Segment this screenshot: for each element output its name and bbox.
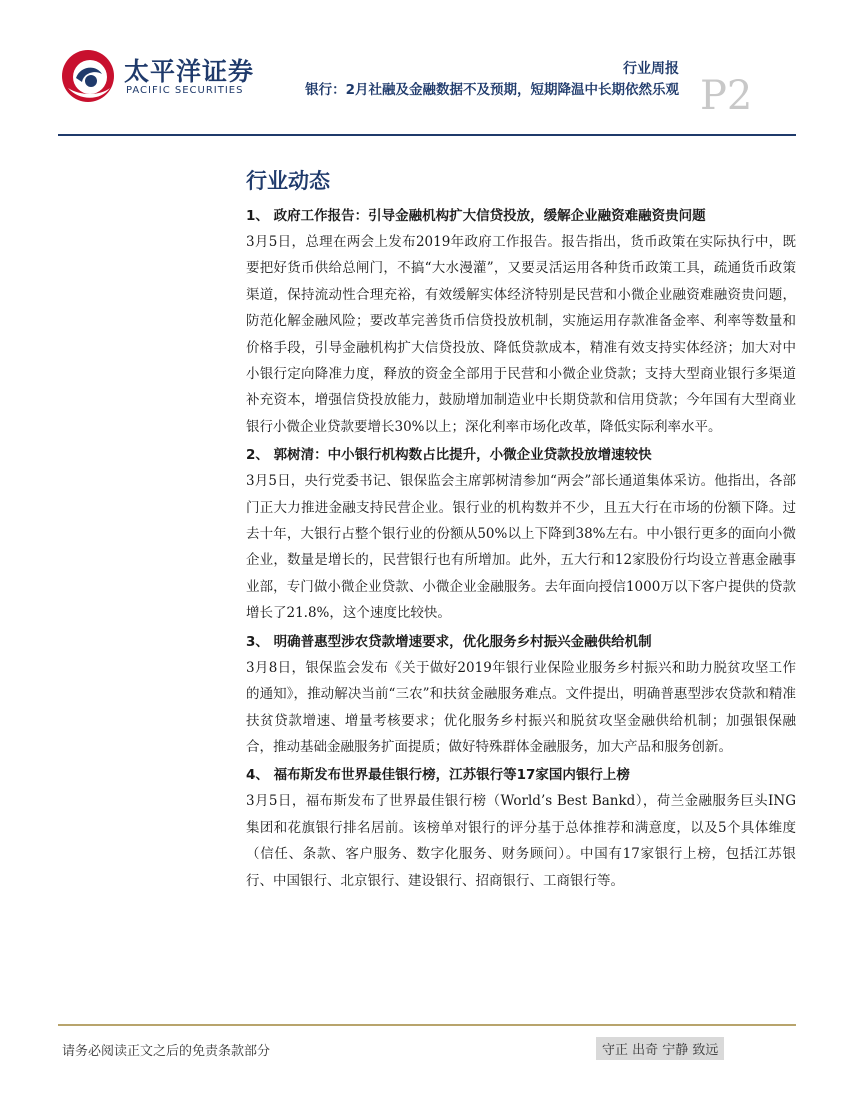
disclaimer-note: 请务必阅读正文之后的免责条款部分 (62, 1044, 271, 1059)
logo-chinese-name: 太平洋证券 (124, 57, 255, 86)
company-logo (60, 48, 290, 108)
section-title: 行业动态 (246, 169, 330, 193)
page-number: P2 (700, 73, 753, 119)
article-content (246, 204, 796, 897)
news-item (246, 443, 796, 626)
company-motto: 守正 出奇 宁静 致远 (596, 1037, 724, 1060)
news-item (246, 763, 796, 894)
news-item-heading: 4、 福布斯发布世界最佳银行榜，江苏银行等17家国内银行上榜 (246, 767, 630, 784)
logo-english-name: PACIFIC SECURITIES (126, 85, 244, 96)
footer-divider (58, 1024, 796, 1026)
pacific-securities-logo-icon (60, 48, 116, 104)
news-item (246, 204, 796, 440)
news-item-body: 3月5日，央行党委书记、银保监会主席郭树清参加“两会”部长通道集体采访。他指出，各部门正大力推进金融支持民营企业。银行业的机构数并不少，且五大行在市场的份额下降。过去十年，大银行占整个银行业的份额从50%以上下降到38%左右。中小银行更多的面向小微企业，数量是增长的，民营银行也有所增加。此外，五大行和12家股份行均设立普惠金融事业部，专门做小微企业贷款、小微企业金融服务。去年面向授信1000万以下客户提供的贷款增长了21.8%，这个速度比较快。 (246, 473, 796, 622)
report-type: 行业周报 (623, 61, 679, 77)
news-item-heading: 3、 明确普惠型涉农贷款增速要求，优化服务乡村振兴金融供给机制 (246, 633, 652, 650)
news-item-body: 3月8日，银保监会发布《关于做好2019年银行业保险业服务乡村振兴和助力脱贫攻坚工作的通知》，推动解决当前“三农”和扶贫金融服务难点。文件提出，明确普惠型涉农贷款和精准扶贫贷款增速、增量考核要求；优化服务乡村振兴和脱贫攻坚金融供给机制；加强银保融合，推动基础金融服务扩面提质；做好特殊群体金融服务，加大产品和服务创新。 (246, 659, 796, 755)
header-divider (58, 134, 796, 136)
report-title: 银行：2月社融及金融数据不及预期，短期降温中长期依然乐观 (305, 82, 679, 98)
news-item (246, 630, 796, 761)
news-item-body: 3月5日，福布斯发布了世界最佳银行榜（World’s Best Bankd），荷兰金融服务巨头ING集团和花旗银行排名居前。该榜单对银行的评分基于总体推荐和满意度，以及5个具体维度（信任、条款、客户服务、数字化服务、财务顾问）。中国有17家银行上榜，包括江苏银行、中国银行、北京银行、建设银行、招商银行、工商银行等。 (246, 793, 796, 889)
news-item-heading: 2、 郭树清：中小银行机构数占比提升，小微企业贷款投放增速较快 (246, 447, 652, 464)
news-item-body: 3月5日，总理在两会上发布2019年政府工作报告。报告指出，货币政策在实际执行中，既要把好货币供给总闸门，不搞“大水漫灌”，又要灵活运用各种货币政策工具，疏通货币政策渠道，保持流动性合理充裕，有效缓解实体经济特别是民营和小微企业融资难融资贵问题，防范化解金融风险；要改革完善货币信贷投放机制，实施运用存款准备金率、利率等数量和价格手段，引导金融机构扩大信贷投放、降低贷款成本，精准有效支持实体经济；加大对中小银行定向降准力度，释放的资金全部用于民营和小微企业贷款；支持大型商业银行多渠道补充资本，增强信贷投放能力，鼓励增加制造业中长期贷款和信用贷款；今年国有大型商业银行小微企业贷款要增长30%以上；深化利率市场化改革，降低实际利率水平。 (246, 234, 796, 435)
news-item-heading: 1、 政府工作报告：引导金融机构扩大信贷投放，缓解企业融资难融资贵问题 (246, 208, 706, 224)
